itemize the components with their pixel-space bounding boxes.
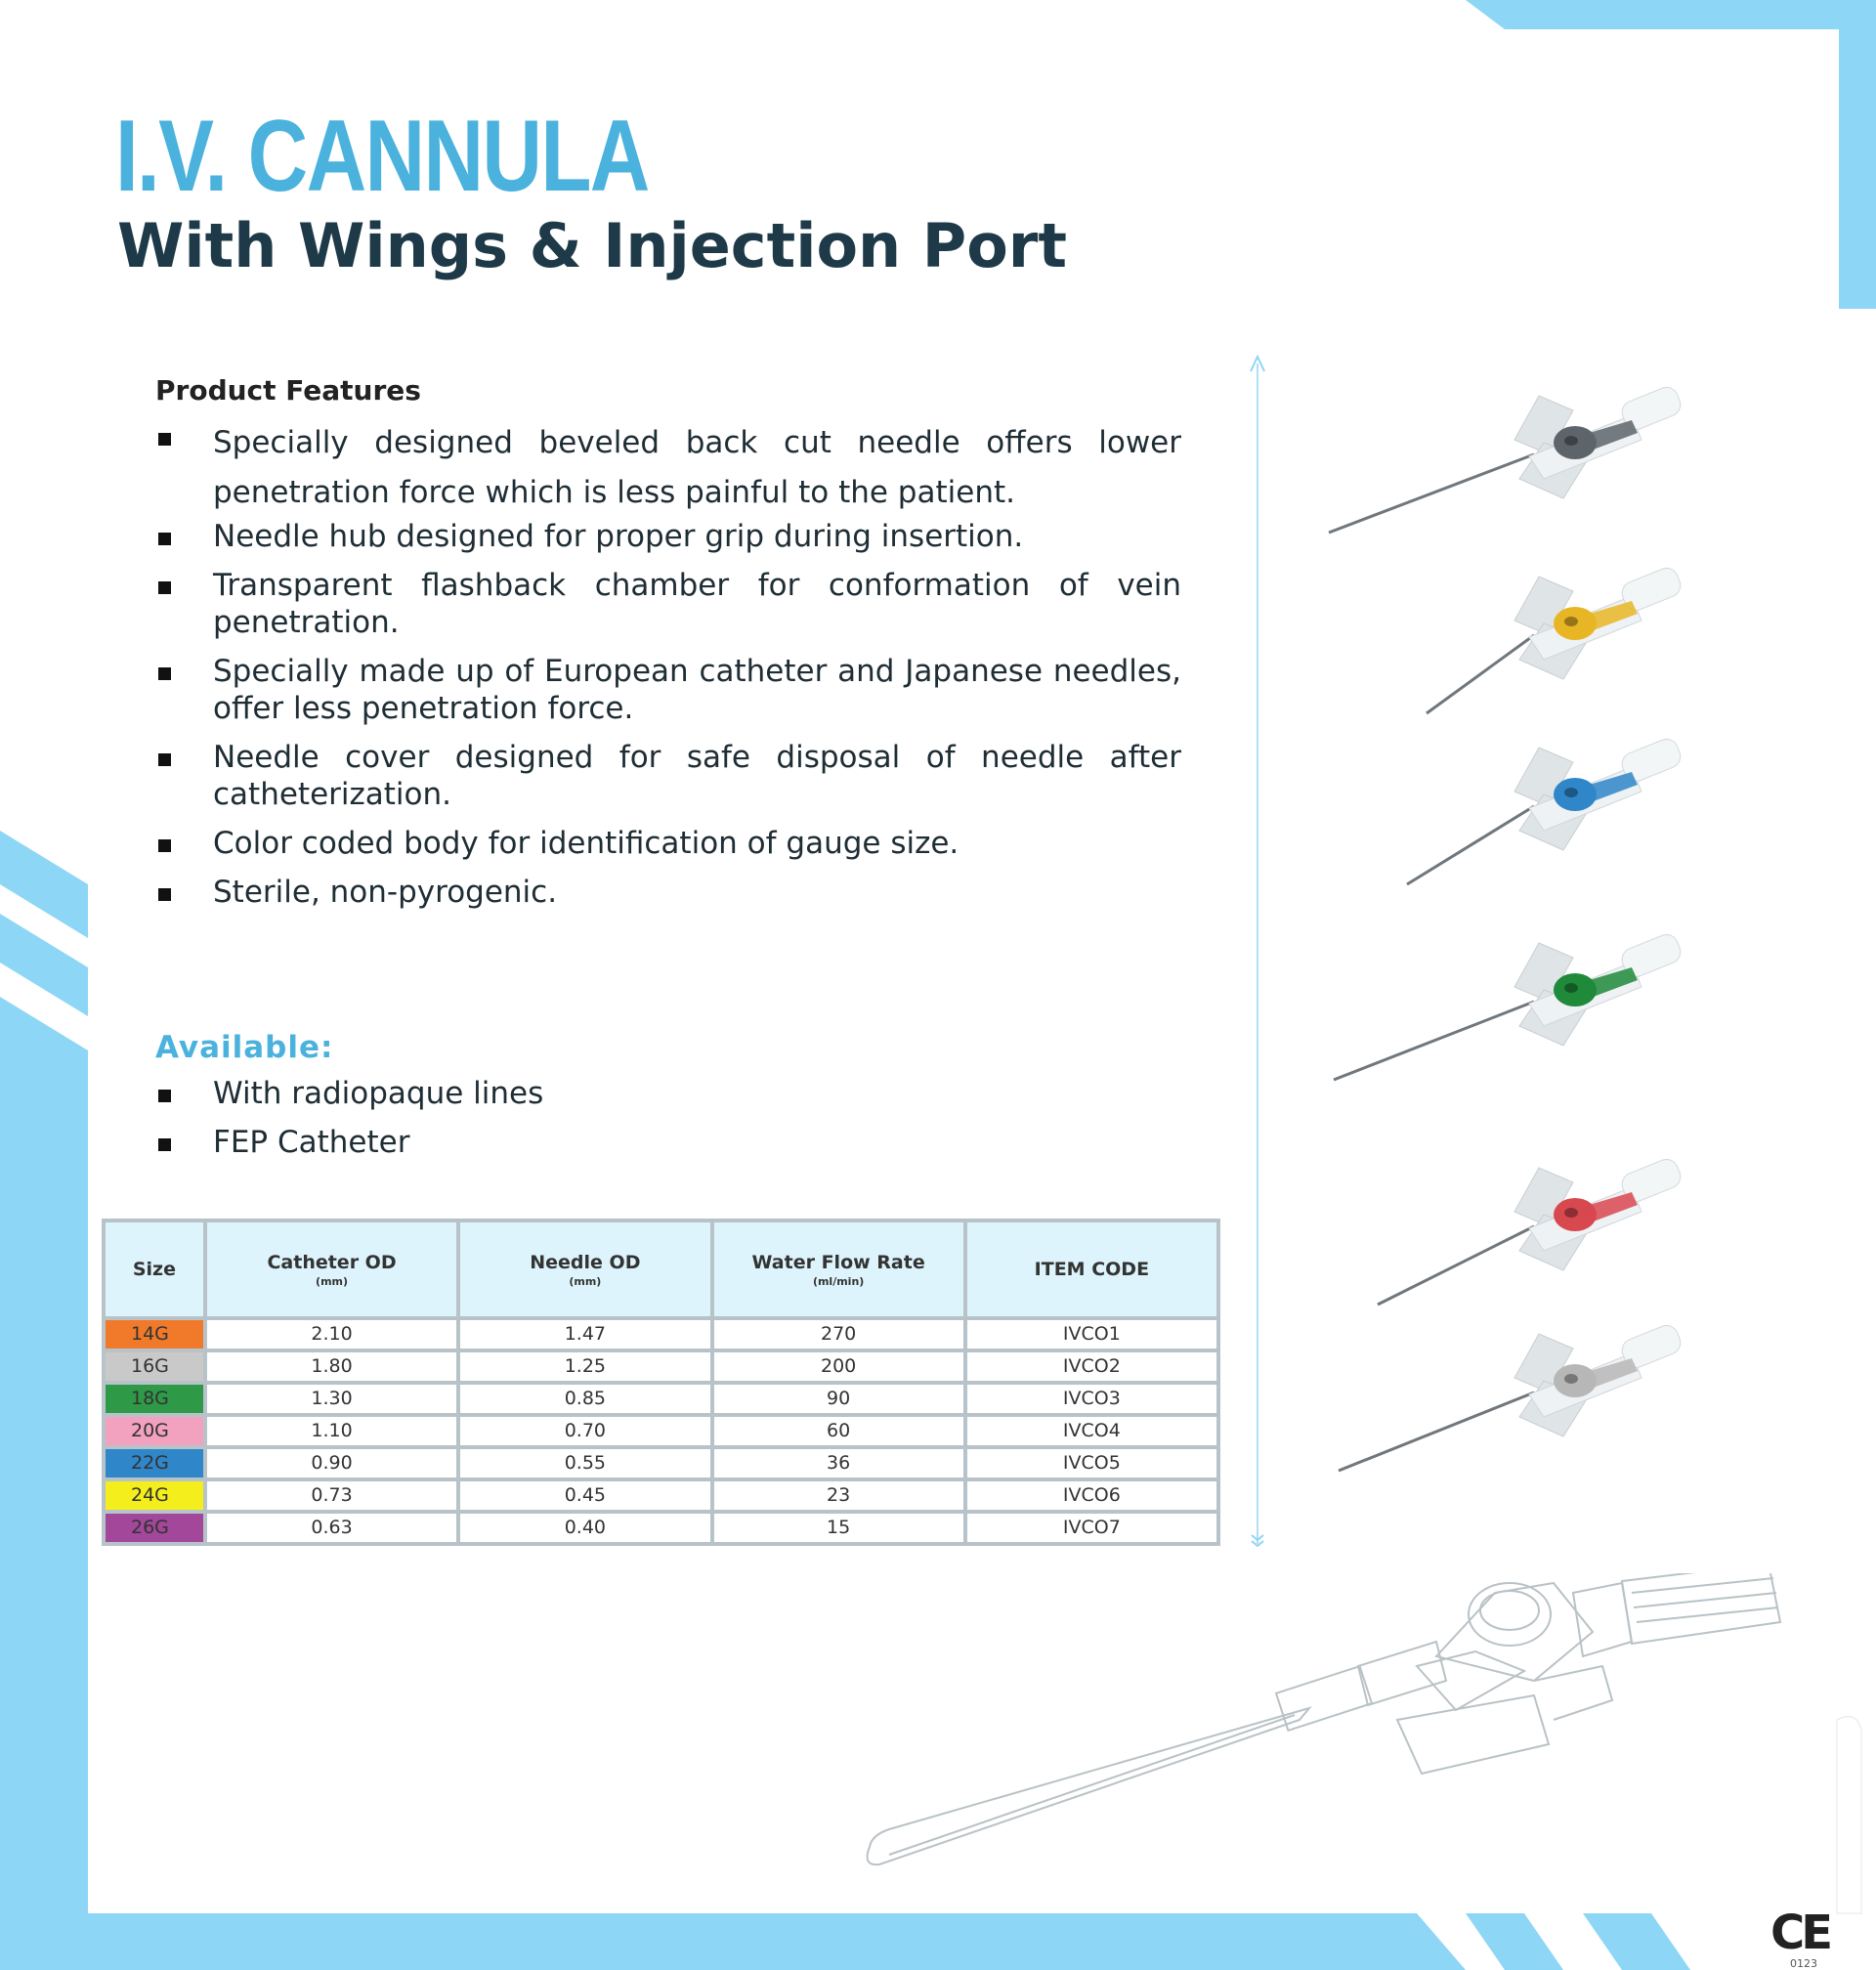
- cannula-image: [1407, 736, 1684, 884]
- catheter-od-cell: 1.80: [207, 1352, 456, 1381]
- cannula-image: [1329, 384, 1684, 533]
- cannula-image: [1427, 565, 1684, 713]
- vertical-guide-line: [1257, 364, 1258, 1544]
- water-flow-cell: 15: [714, 1514, 963, 1542]
- header-water-flow-rate: Water Flow Rate (ml/min): [714, 1222, 963, 1316]
- available-item: FEP Catheter: [155, 1124, 1181, 1161]
- water-flow-cell: 60: [714, 1417, 963, 1445]
- item-code-cell: IVCO5: [967, 1449, 1216, 1478]
- size-cell: 22G: [106, 1449, 203, 1478]
- catheter-od-cell: 2.10: [207, 1320, 456, 1349]
- page-subtitle: With Wings & Injection Port: [117, 210, 1068, 281]
- water-flow-cell: 90: [714, 1385, 963, 1413]
- bullet-square-icon: [158, 581, 171, 594]
- features-heading: Product Features: [155, 374, 421, 407]
- cannula-image: [1339, 1322, 1684, 1471]
- available-heading: Available:: [155, 1030, 334, 1065]
- item-code-cell: IVCO7: [967, 1514, 1216, 1542]
- table-row: [106, 1417, 1216, 1445]
- table-row: [106, 1320, 1216, 1349]
- catheter-od-cell: 0.73: [207, 1481, 456, 1510]
- cannula-image: [1334, 931, 1684, 1080]
- size-cell: 26G: [106, 1514, 203, 1542]
- feature-item: Needle cover designed for safe disposal of needle after catheterization.: [155, 739, 1181, 813]
- table-row: [106, 1514, 1216, 1542]
- bullet-square-icon: [158, 753, 171, 766]
- catheter-od-cell: 1.10: [207, 1417, 456, 1445]
- size-cell: 14G: [106, 1320, 203, 1349]
- water-flow-cell: 36: [714, 1449, 963, 1478]
- feature-item: Needle hub designed for proper grip during insertion.: [155, 518, 1181, 555]
- cannula-line-art-illustration: [850, 1573, 1788, 1886]
- bullet-square-icon: [158, 839, 171, 852]
- bullet-square-icon: [158, 533, 171, 545]
- header-needle-od: Needle OD (mm): [460, 1222, 709, 1316]
- table-row: [106, 1352, 1216, 1381]
- item-code-cell: IVCO1: [967, 1320, 1216, 1349]
- catheter-od-cell: 0.90: [207, 1449, 456, 1478]
- item-code-cell: IVCO2: [967, 1352, 1216, 1381]
- needle-od-cell: 0.45: [460, 1481, 709, 1510]
- size-cell: 16G: [106, 1352, 203, 1381]
- chevrons-down-icon: [1250, 1532, 1265, 1550]
- needle-od-cell: 0.70: [460, 1417, 709, 1445]
- table-row: [106, 1385, 1216, 1413]
- bullet-square-icon: [158, 433, 171, 446]
- arrow-up-icon: [1249, 354, 1266, 373]
- needle-od-cell: 0.55: [460, 1449, 709, 1478]
- size-cell: 18G: [106, 1385, 203, 1413]
- needle-od-cell: 1.25: [460, 1352, 709, 1381]
- feature-item: Color coded body for identification of gauge size.: [155, 825, 1181, 862]
- catheter-od-cell: 0.63: [207, 1514, 456, 1542]
- feature-item: Sterile, non-pyrogenic.: [155, 874, 1181, 911]
- page-title: I.V. CANNULA: [115, 100, 649, 213]
- water-flow-cell: 23: [714, 1481, 963, 1510]
- item-code-cell: IVCO3: [967, 1385, 1216, 1413]
- specification-table: [102, 1219, 1220, 1546]
- cannula-illustrations: [1309, 352, 1720, 1524]
- available-list: [155, 1075, 1181, 1173]
- bullet-square-icon: [158, 1138, 171, 1151]
- needle-od-cell: 0.85: [460, 1385, 709, 1413]
- header-catheter-od: Catheter OD (mm): [207, 1222, 456, 1316]
- bullet-square-icon: [158, 1090, 171, 1102]
- size-cell: 20G: [106, 1417, 203, 1445]
- catheter-od-cell: 1.30: [207, 1385, 456, 1413]
- size-cell: 24G: [106, 1481, 203, 1510]
- table-row: [106, 1449, 1216, 1478]
- bullet-square-icon: [158, 667, 171, 680]
- item-code-cell: IVCO6: [967, 1481, 1216, 1510]
- ce-certification-mark: CE: [1770, 1906, 1830, 1960]
- needle-od-cell: 0.40: [460, 1514, 709, 1542]
- feature-item: Specially designed beveled back cut needle offers lower penetration force which is less painful to the patient.: [155, 418, 1181, 518]
- table-header-row: [106, 1222, 1216, 1316]
- features-list: [155, 418, 1181, 922]
- cannula-image: [1378, 1156, 1684, 1305]
- water-flow-cell: 200: [714, 1352, 963, 1381]
- feature-item: Transparent flashback chamber for conformation of vein penetration.: [155, 567, 1181, 641]
- item-code-cell: IVCO4: [967, 1417, 1216, 1445]
- bullet-square-icon: [158, 888, 171, 901]
- water-flow-cell: 270: [714, 1320, 963, 1349]
- needle-od-cell: 1.47: [460, 1320, 709, 1349]
- available-item: With radiopaque lines: [155, 1075, 1181, 1112]
- ce-notified-body-number: 0123: [1790, 1957, 1817, 1970]
- header-item-code: ITEM CODE: [967, 1222, 1216, 1316]
- table-row: [106, 1481, 1216, 1510]
- header-size: Size: [106, 1222, 203, 1316]
- feature-item: Specially made up of European catheter and Japanese needles, offer less penetration force.: [155, 653, 1181, 727]
